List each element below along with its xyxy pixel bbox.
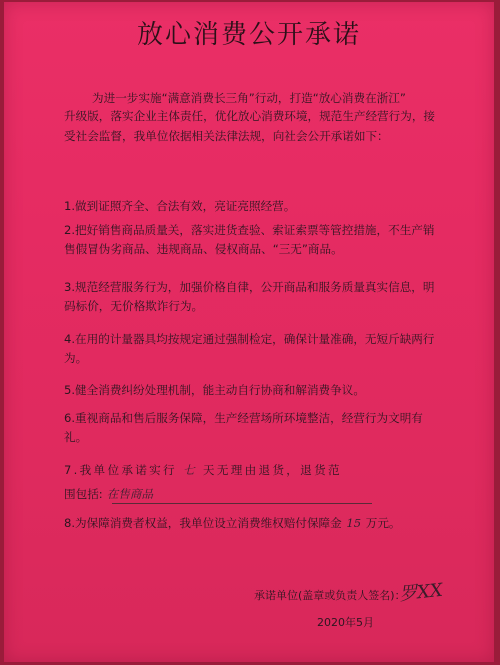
item-7-scope [64,486,153,502]
item-3: 3.规范经营服务行为，加强价格自律，公开商品和服务质量真实信息，明码标价，无价格欺诈行为。 [64,280,435,313]
document-title: 放心消费公开承诺 [136,20,361,50]
item-8 [64,515,449,531]
item-2: 2.把好销售商品质量关，落实进货查验、索证索票等管控措施，不生产销售假冒伪劣商品、违规商品、侵权商品、“三无”商品。 [64,223,435,256]
item-7 [64,462,444,478]
item-4: 4.在用的计量器具均按规定通过强制检定，确保计量准确，无短斤缺两行为。 [64,332,435,365]
signer-label: 承诺单位(盖章或负责人签名)： [254,589,406,602]
item-8-prefix: 8.为保障消费者权益，我单位设立消费维权赔付保障金 [64,516,342,530]
item-8-amount-handwritten: 15 [346,516,362,530]
commitment-date: 2020年5月 [317,616,374,629]
commitment-document [4,2,494,662]
intro-paragraph [64,90,444,146]
item-6: 6.重视商品和售后服务保障，生产经营场所环境整洁，经营行为文明有礼。 [64,411,423,444]
item-8-suffix: 万元。 [365,516,401,530]
intro-rest: 升级版，落实企业主体责任，优化放心消费环境，规范生产经营行为，接受社会监督，我单位依据相关法律法规，向社会公开承诺如下： [64,109,436,143]
item-5: 5.健全消费纠纷处理机制，能主动自行协商和解消费争议。 [64,383,365,397]
item-7-scope-label: 围包括: [64,487,103,501]
item-7-suffix: 天无理由退货，退货范 [202,463,342,477]
item-7-scope-handwritten: 在售商品 [106,487,154,501]
intro-first-line: 为进一步实施“满意消费长三角”行动，打造“放心消费在浙江” [92,91,406,105]
handwritten-signature: 罗XX [398,579,444,606]
scope-underline [112,503,372,504]
item-1: 1.做到证照齐全、合法有效，亮证亮照经营。 [64,199,296,213]
item-7-days-handwritten: 七 [182,463,197,477]
item-7-prefix: 7.我单位承诺实行 [64,463,177,477]
